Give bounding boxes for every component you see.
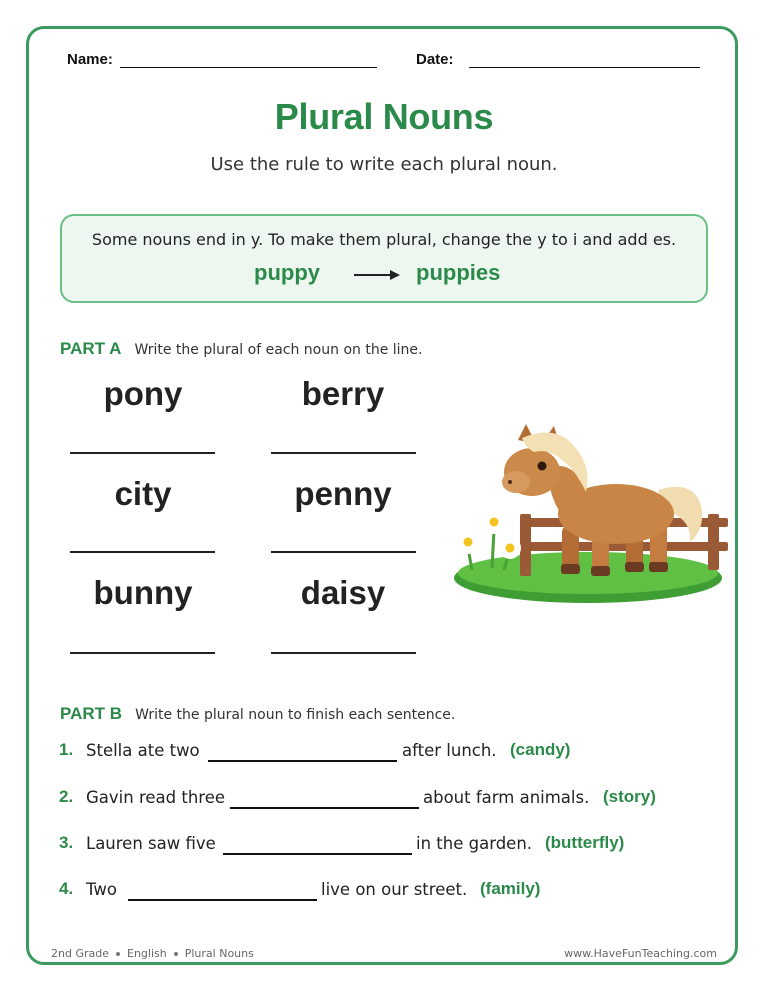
- arrow-right-icon: [354, 268, 400, 282]
- question-text-after: live on our street.: [321, 880, 468, 899]
- footer-grade: 2nd Grade: [51, 947, 109, 960]
- answer-line-berry[interactable]: [271, 452, 416, 454]
- word-daisy: daisy: [300, 574, 386, 611]
- example-singular: puppy: [254, 260, 320, 285]
- part-a-heading: [60, 339, 422, 359]
- answer-line-pony[interactable]: [70, 452, 215, 454]
- word-berry: berry: [301, 375, 385, 412]
- footer-subject: English: [127, 947, 167, 960]
- bullet-icon: [116, 952, 120, 956]
- answer-line-butterfly[interactable]: [223, 853, 412, 855]
- page-title: Plural Nouns: [274, 96, 494, 137]
- part-a-instruction: Write the plural of each noun on the line.: [134, 342, 423, 358]
- part-b-heading: [60, 704, 455, 724]
- question-hint: (story): [603, 787, 656, 806]
- part-b-instruction: Write the plural noun to finish each sentence.: [135, 707, 456, 723]
- question-text-after: after lunch.: [402, 741, 497, 760]
- answer-line-city[interactable]: [70, 551, 215, 553]
- question-number: 3.: [59, 833, 74, 852]
- part-b-label: PART B: [60, 704, 123, 723]
- answer-line-bunny[interactable]: [70, 652, 215, 654]
- footer-breadcrumb: [51, 947, 254, 960]
- example-plural: puppies: [416, 260, 501, 285]
- answer-line-daisy[interactable]: [271, 652, 416, 654]
- question-hint: (candy): [510, 740, 571, 759]
- question-text-after: about farm animals.: [423, 788, 590, 807]
- answer-line-story[interactable]: [230, 807, 419, 809]
- answer-line-candy[interactable]: [208, 760, 397, 762]
- word-bunny: bunny: [93, 574, 193, 611]
- question-number: 4.: [59, 879, 74, 898]
- question-text-before: Two: [86, 880, 117, 899]
- footer-topic: Plural Nouns: [184, 947, 254, 960]
- question-text-before: Stella ate two: [86, 741, 200, 760]
- name-line[interactable]: [120, 67, 377, 68]
- word-penny: penny: [294, 475, 392, 512]
- name-label: Name:: [67, 51, 113, 68]
- date-line[interactable]: [469, 67, 700, 68]
- question-text-before: Gavin read three: [86, 788, 226, 807]
- word-city: city: [114, 475, 172, 512]
- question-text-after: in the garden.: [416, 834, 533, 853]
- word-pony: pony: [103, 375, 183, 412]
- pony-illustration: [446, 418, 732, 608]
- question-hint: (butterfly): [545, 833, 625, 852]
- answer-line-family[interactable]: [128, 899, 317, 901]
- date-label: Date:: [416, 51, 454, 68]
- question-number: 1.: [59, 740, 74, 759]
- rule-box: [60, 214, 708, 303]
- rule-text: Some nouns end in y. To make them plural, change the y to i and add es.: [91, 230, 677, 249]
- question-hint: (family): [480, 879, 541, 898]
- bullet-icon: [174, 952, 178, 956]
- part-a-label: PART A: [60, 339, 122, 358]
- question-text-before: Lauren saw five: [86, 834, 216, 853]
- page-subtitle: Use the rule to write each plural noun.: [210, 154, 558, 175]
- answer-line-penny[interactable]: [271, 551, 416, 553]
- question-number: 2.: [59, 787, 74, 806]
- footer-website[interactable]: www.HaveFunTeaching.com: [564, 947, 717, 960]
